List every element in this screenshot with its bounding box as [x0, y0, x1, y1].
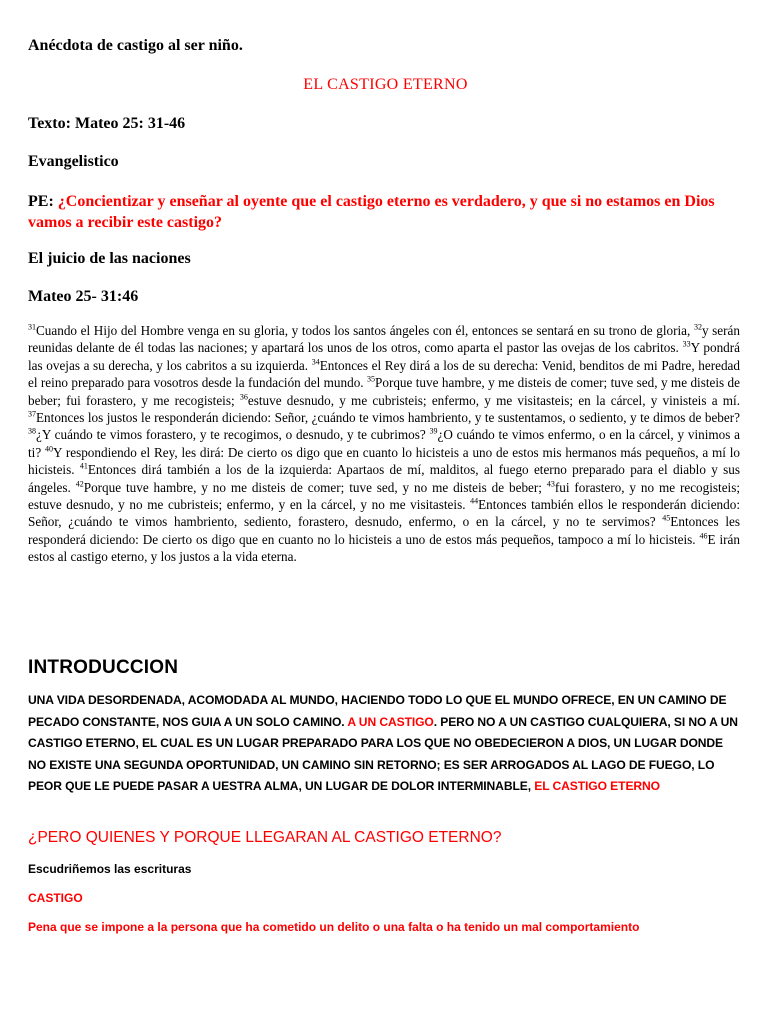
verse-number: 34: [311, 357, 320, 367]
intro-highlight-castigo-eterno: EL CASTIGO ETERNO: [534, 779, 660, 793]
verse-number: 43: [546, 479, 555, 489]
verse-number: 44: [470, 496, 479, 506]
sermon-type: Evangelistico: [28, 153, 119, 170]
verse-number: 37: [28, 409, 36, 419]
verse-text: Entonces también ellos le responderán diciendo: Señor, ¿cuándo te vimos hambriento, sediento, forastero, desnudo, enfermo, o en la cárcel, y no te servimos?: [28, 497, 740, 530]
verse-number: 35: [367, 374, 376, 384]
verse-text: ¿O cuándo te vimos enfermo, o en la cárcel, y vinimos a ti?: [28, 427, 740, 460]
verse-text: Entonces dirá también a los de la izquierda: Apartaos de mí, malditos, al fuego eterno preparado para el diablo y sus ángeles.: [28, 462, 740, 495]
verse-number: 42: [75, 479, 84, 489]
verse-text: Entonces el Rey dirá a los de su derecha: Venid, benditos de mi Padre, heredad el reino preparado para vosotros desde la fundación del mundo.: [28, 357, 741, 391]
verse-text: E irán estos al castigo eterno, y los justos a la vida eterna.: [28, 531, 741, 565]
verse-number: 39: [429, 427, 438, 437]
section-heading-juicio: El juicio de las naciones: [28, 250, 191, 267]
verse-text: Cuando el Hijo del Hombre venga en su gloria, y todos los santos ángeles con él, entonces se sentará en su trono de gloria,: [36, 323, 694, 338]
verse-text: Entonces les responderá diciendo: De cierto os digo que en cuanto no lo hicisteis a uno de estos más pequeños, tampoco a mí lo hicisteis.: [28, 514, 740, 547]
purpose-label: PE:: [28, 193, 54, 210]
verse-number: 40: [44, 444, 53, 454]
verse-text: fui forastero, y no me recogisteis; estuve desnudo, y no me cubristeis; enfermo, y en la cárcel, y no me visitasteis.: [28, 479, 741, 513]
anecdote-line: Anécdota de castigo al ser niño.: [28, 37, 243, 54]
castigo-term: CASTIGO: [28, 891, 83, 905]
verse-number: 41: [79, 461, 88, 471]
escudrinemos-line: Escudriñemos las escrituras: [28, 862, 192, 876]
verse-number: 45: [662, 514, 671, 524]
scripture-passage: [28, 322, 740, 566]
question-heading: ¿PERO QUIENES Y PORQUE LLEGARAN AL CASTIGO ETERNO?: [28, 829, 502, 846]
verse-text: y serán reunidas delante de él todas las naciones; y apartará los unos de los otros, como aparta el pastor las ovejas de los cabritos.: [28, 323, 740, 356]
verse-text: ¿Y cuándo te vimos forastero, y te recogimos, o desnudo, y te cubrimos?: [36, 427, 430, 443]
verse-number: 32: [693, 322, 702, 332]
purpose-statement: [28, 191, 743, 233]
introduction-body: [28, 690, 738, 798]
castigo-definition: Pena que se impone a la persona que ha cometido un delito o una falta o ha tenido un mal comportamiento: [28, 920, 640, 934]
purpose-text: ¿Concientizar y enseñar al oyente que el castigo eterno es verdadero, y que si no estamos en Dios vamos a recibir este castigo?: [28, 193, 715, 231]
document-title: EL CASTIGO ETERNO: [303, 76, 468, 93]
intro-text-part1: UNA VIDA DESORDENADA, ACOMODADA AL MUNDO, HACIENDO TODO LO QUE EL MUNDO OFRECE, EN UN CAMINO DE PECADO CONSTANTE, NOS GUIA A UN SOLO CAMINO.: [28, 693, 727, 729]
verse-number: 38: [28, 427, 36, 437]
scripture-reference: Mateo 25- 31:46: [28, 288, 139, 305]
verse-text: Y respondiendo el Rey, les dirá: De cierto os digo que en cuanto lo hicisteis a uno de estos mis hermanos más pequeños, a mí lo hicisteis.: [28, 444, 740, 478]
introduction-heading: INTRODUCCION: [28, 657, 179, 678]
verse-text: Y pondrá las ovejas a su derecha, y los cabritos a su izquierda.: [28, 340, 740, 373]
verse-number: 31: [28, 322, 36, 332]
verse-number: 36: [239, 392, 248, 402]
text-reference: Texto: Mateo 25: 31-46: [28, 115, 186, 132]
verse-number: 33: [682, 340, 691, 350]
verse-text: estuve desnudo, y me cubristeis; enfermo, y me visitasteis; en la cárcel, y vinisteis a mí.: [247, 392, 740, 408]
verse-text: Porque tuve hambre, y no me disteis de comer; tuve sed, y no me disteis de beber;: [83, 479, 547, 495]
intro-text-part2: . PERO NO A UN CASTIGO CUALQUIERA, SI NO A UN CASTIGO ETERNO, EL CUAL ES UN LUGAR PREPARADO PARA LOS QUE NO OBEDECIERON A DIOS, UN LUGAR DONDE NO EXISTE UNA SEGUNDA OPORTUNIDAD, UN CAMINO SIN RETORNO; ES SER ARROGADOS AL LAGO DE FUEGO, LO PEOR QUE LE PUEDE PASAR A UESTRA ALMA, UN LUGAR DE DOLOR INTERMINABLE,: [28, 714, 738, 793]
intro-highlight-castigo: A UN CASTIGO: [347, 714, 434, 729]
verse-text: Entonces los justos le responderán diciendo: Señor, ¿cuándo te vimos hambriento, y te sustentamos, o sediento, y te dimos de beber?: [36, 410, 740, 426]
verse-text: Porque tuve hambre, y me disteis de comer; tuve sed, y me disteis de beber; fui forastero, y me recogisteis;: [28, 375, 740, 408]
verse-number: 46: [699, 531, 708, 541]
